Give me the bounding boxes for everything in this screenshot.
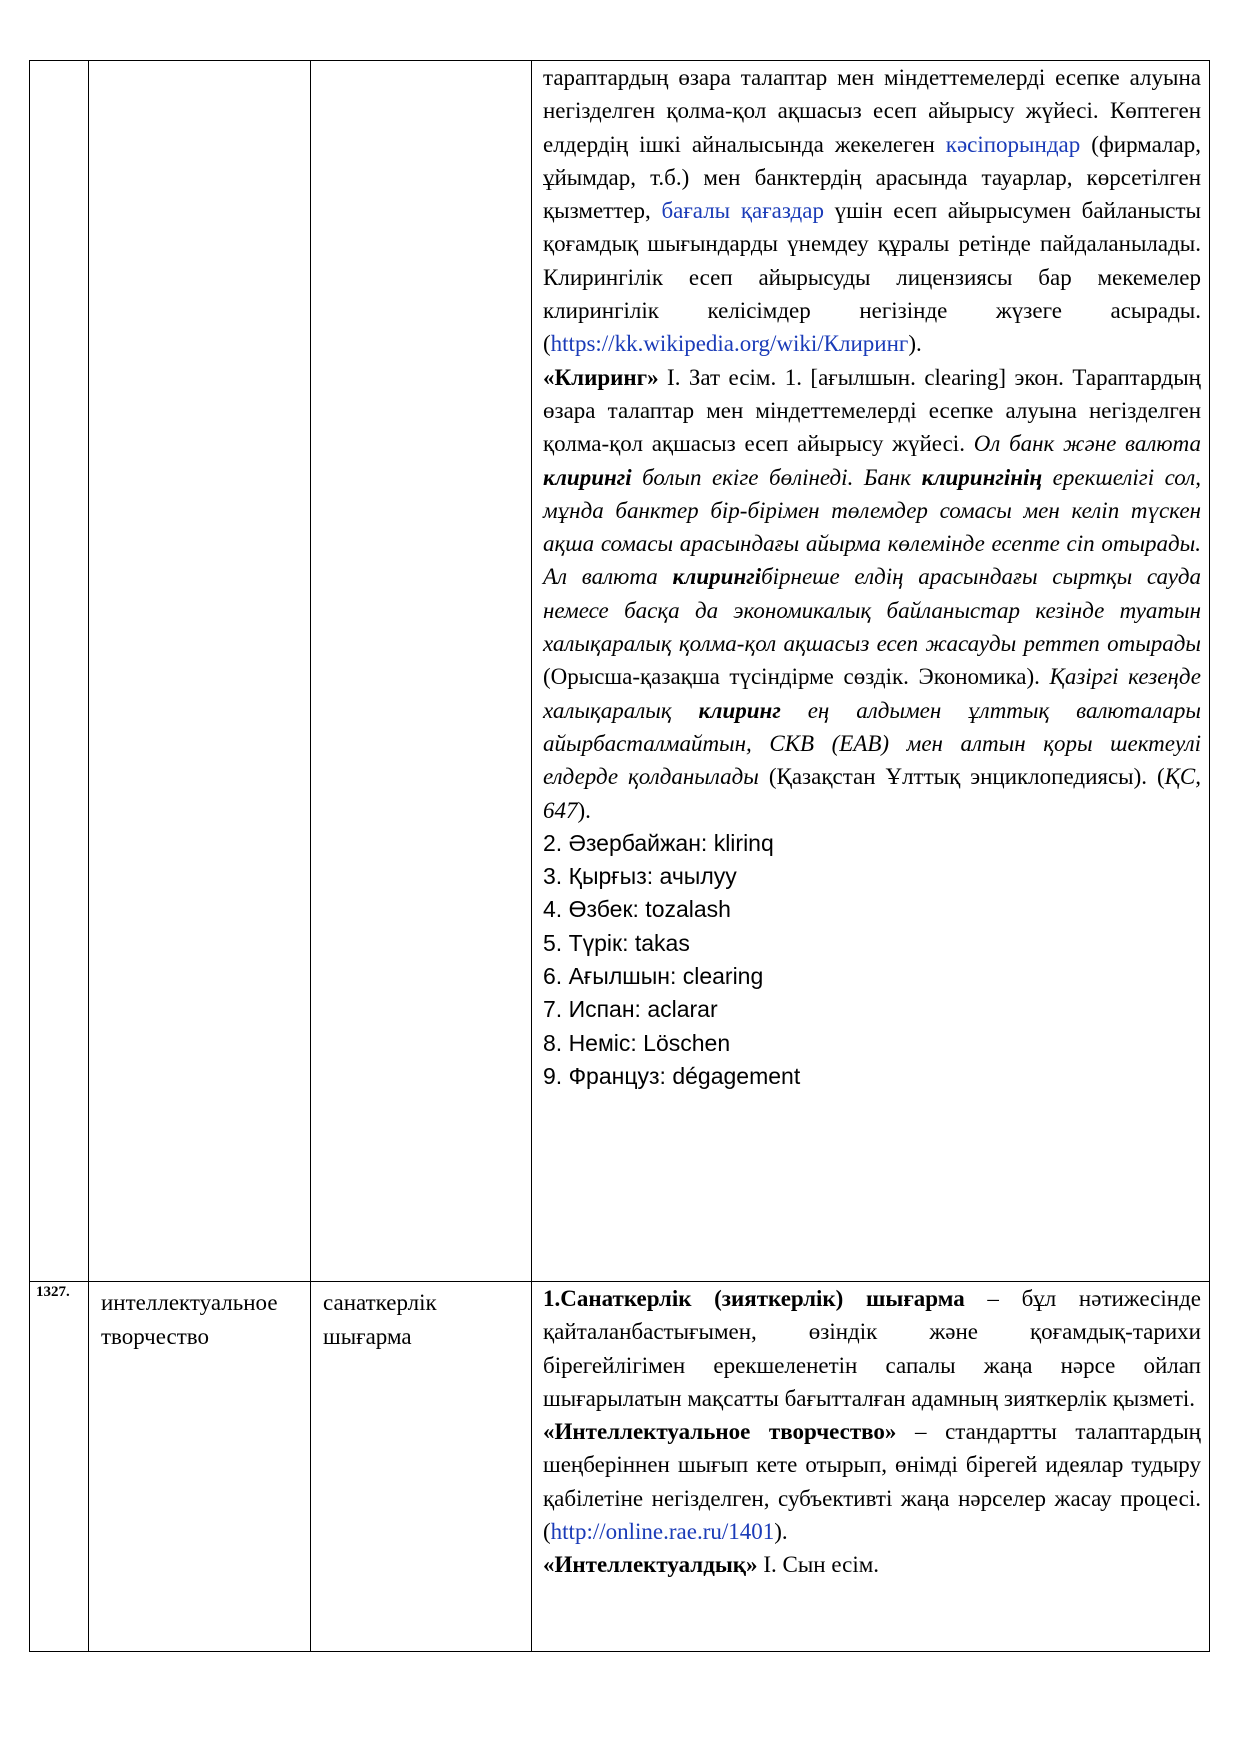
headword: 1.Санаткерлік (зияткерлік) шығарма [543, 1286, 965, 1311]
entry-number: 1327. [30, 1282, 89, 1652]
source-link[interactable]: https://kk.wikipedia.org/wiki/Клиринг [550, 331, 909, 357]
source-link[interactable]: http://online.rae.ru/1401 [550, 1519, 775, 1545]
link-kasiporyndar[interactable]: кәсіпорындар [945, 131, 1081, 157]
kazakh-term [311, 61, 532, 1282]
definition-paragraph: «Клиринг» I. Зат есім. 1. [ағылшын. clearing] экон. Тараптардың өзара талаптар мен міндеттемелерді есепке алуына негізделген қолма-қол ақшасыз есеп айырысу жүйесі. Ол банк және валюта клирингі болып екіге бөлінеді. Банк клирингінің ерекшелігі сол, мұнда банктер бір-бірімен төлемдер сомасы мен келіп түскен ақша сомасы арасындағы айырма көлемінде есепте сіп отырады. Ал валюта клирингібірнеше елдің арасындағы сыртқы сауда немесе басқа да экономикалық байланыстар кезінде туатын халықаралық қолма-қол ақшасыз есеп жасауды реттеп отырады (Орысша-қазақша түсіндірме сөздік. Экономика). Қазіргі кезеңде халықаралық клиринг ең алдымен ұлттық валюталары айырбасталмайтын, СКВ (ЕАВ) мен алтын қоры шектеулі елдерде қолданылады (Қазақстан Ұлттық энциклопедиясы). (ҚС, 647). [543, 364, 1202, 823]
list-item: 3. Қырғыз: ачылуу [543, 863, 737, 890]
russian-term: интеллектуальное творчество [89, 1282, 311, 1652]
entry-number [30, 61, 89, 1282]
headword: «Интеллектуальное творчество» [543, 1419, 897, 1445]
list-item: 5. Түрік: takas [543, 929, 690, 956]
table-row [30, 1282, 1210, 1652]
definition-paragraph: 1.Санаткерлік (зияткерлік) шығарма – бұл нәтижесінде қайталанбастығымен, өзіндік және қоғамдық-тарихи бірегейлігімен ерекшеленетін сапалы жаңа нәрсе ойлап шығарылатын мақсатты бағытталған адамның зияткерлік қызметі. [543, 1286, 1201, 1411]
headword: «Интеллектуалдық» [543, 1552, 758, 1578]
list-item: 8. Неміс: Löschen [543, 1029, 731, 1056]
list-item: 9. Француз: dégagement [543, 1062, 801, 1089]
kazakh-term: санаткерлік шығарма [311, 1282, 532, 1652]
definition-paragraph: тараптардың өзара талаптар мен міндеттемелерді есепке алуына негізделген қолма-қол ақшасыз есеп айырысу жүйесі. Көптеген елдердің ішкі айналысында жекелеген кәсіпорындар (фирмалар, ұйымдар, т.б.) мен банктердің арасында тауарлар, көрсетілген қызметтер, бағалы қағаздар үшін есеп айырысумен байланысты қоғамдық шығындарды үнемдеу құралы ретінде пайдаланылады. Клирингілік есеп айырысуды лицензиясы бар мекемелер клирингілік келісімдер негізінде жүзеге асырады. (https://kk.wikipedia.org/wiki/Клиринг). [543, 65, 1201, 357]
russian-term [89, 61, 311, 1282]
definition-paragraph: «Интеллектуалдық» I. Сын есім. [543, 1552, 880, 1578]
definition-cell [532, 61, 1210, 1282]
table-row [30, 61, 1210, 1282]
translations-list [543, 827, 1201, 1093]
list-item: 4. Өзбек: tozalash [543, 896, 731, 923]
definition-cell [532, 1282, 1210, 1652]
definition-paragraph: «Интеллектуальное творчество» – стандартты талаптардың шеңберіннен шығып кете отырып, өнімді бірегей идеялар тудыру қабілетіне негізделген, субъективті жаңа нәрселер жасау процесі. (http://online.rae.ru/1401). [543, 1419, 1201, 1545]
list-item: 6. Ағылшын: clearing [543, 963, 764, 990]
link-bagaly-kagazdar[interactable]: бағалы қағаздар [661, 198, 824, 224]
list-item: 7. Испан: aclarar [543, 996, 718, 1023]
headword: «Клиринг» [543, 364, 659, 390]
dictionary-table [29, 60, 1210, 1652]
list-item: 2. Әзербайжан: klirinq [543, 829, 774, 856]
